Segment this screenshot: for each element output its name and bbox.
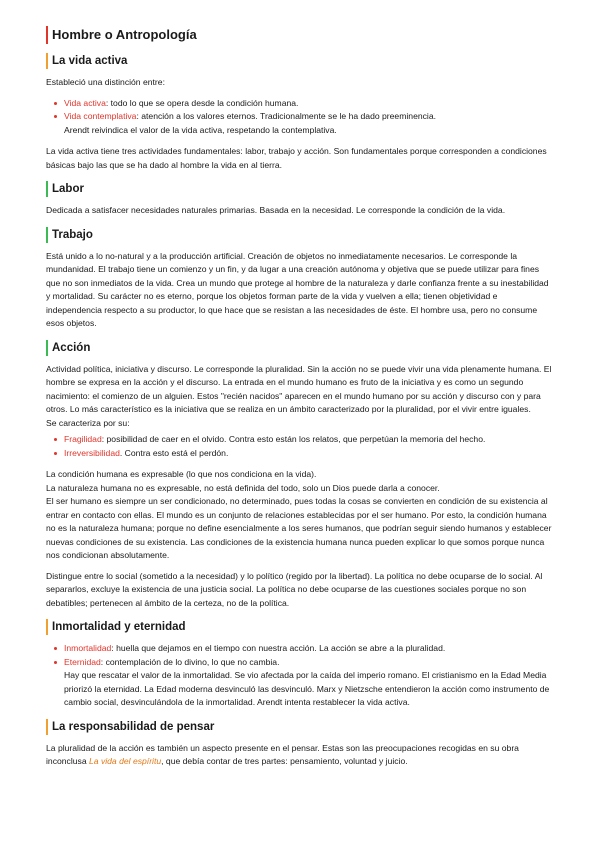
paragraph-text: La pluralidad de la acción es también un aspecto presente en el pensar. Estas son las preocupaciones recogidas en su obra inconclusa xyxy=(46,742,519,766)
heading-vida-activa: La vida activa xyxy=(46,53,554,69)
paragraph-text: El ser humano es siempre un ser condicionado, no determinado, pues todas la cosas se convierten en condición de su existencia al entrar en contacto con ellas. El mundo es un conjunto de relaciones establecidas por el ser humano. Por esto, la condición humana no es la naturaleza humana; porque no define esencialmente a los seres humanos, que podrían seguir siendo humanos y establecer nuevas condiciones de su existencia. Las condiciones de la existencia humana nunca pueden explicar lo que somos porque nunca nos condicionan absolutamente. xyxy=(46,496,552,560)
list-item xyxy=(54,656,554,710)
accion-list xyxy=(54,433,554,460)
paragraph: Dedicada a satisfacer necesidades naturales primarias. Basada en la necesidad. Le corresponde la condición de la vida. xyxy=(46,205,506,215)
paragraph-text: La naturaleza humana no es expresable, no está definida del todo, solo un Dios puede darla a conocer. xyxy=(46,482,440,493)
term-vida-activa: Vida activa xyxy=(64,97,106,108)
paragraph-text: , que debía contar de tres partes: pensamiento, voluntad y juicio. xyxy=(161,756,408,766)
list-item xyxy=(54,97,554,111)
term-eternidad: Eternidad xyxy=(64,656,101,667)
paragraph xyxy=(46,468,554,563)
list-item-text: : atención a los valores eternos. Tradicionalmente se le ha dado preeminencia. xyxy=(136,111,436,121)
list-item-extra: Arendt reivindica el valor de la vida activa, respetando la contemplativa. xyxy=(64,124,337,135)
heading-labor: Labor xyxy=(46,181,554,197)
list-item-text: : todo lo que se opera desde la condición humana. xyxy=(105,97,299,108)
paragraph: Está unido a lo no-natural y a la producción artificial. Creación de objetos no inmediatamente necesarios. Le corresponde la mundanidad. El trabajo tiene un comienzo y un fin, y da lugar a una creación autónoma y objetiva que se puede utilizar para fines que no son inmediatos de la vida. Crea un mundo que protege al hombre de la naturaleza y darle confianza frente a su inestabilidad y mortalidad. Su carácter no es eterno, porque los objetos forman parte de la vida y vuelven a ella; tienen objetividad e independencia respecto a su productor, lo que hace que se resistan a las necesidades de éste. El hombre usa, pero no consume esos objetos. xyxy=(46,250,549,328)
heading-inmortalidad: Inmortalidad y eternidad xyxy=(46,619,554,635)
inmortalidad-list xyxy=(54,642,554,710)
paragraph: La vida activa tiene tres actividades fundamentales: labor, trabajo y acción. Son fundamentales porque corresponden a condiciones básicas bajo las que se ha dado al hombre la vida en al tierra. xyxy=(46,146,547,170)
document-title: Hombre o Antropología xyxy=(46,26,554,44)
work-title: La vida del espíritu xyxy=(89,756,162,766)
list-item xyxy=(54,642,554,656)
list-item xyxy=(54,433,554,447)
heading-trabajo: Trabajo xyxy=(46,227,554,243)
term-fragilidad: Fragilidad xyxy=(64,434,102,444)
vida-activa-list xyxy=(54,97,554,138)
list-item-text: : huella que dejamos en el tiempo con nuestra acción. La acción se abre a la pluralidad. xyxy=(111,643,446,653)
list-item xyxy=(54,110,554,137)
heading-accion: Acción xyxy=(46,340,554,356)
term-irreversibilidad: Irreversibilidad xyxy=(64,447,120,458)
paragraph xyxy=(46,363,554,431)
heading-responsabilidad: La responsabilidad de pensar xyxy=(46,719,554,735)
paragraph-text: La condición humana es expresable (lo que nos condiciona en la vida). xyxy=(46,469,317,479)
term-vida-contemplativa: Vida contemplativa xyxy=(64,111,137,121)
list-item-extra: Hay que rescatar el valor de la inmortalidad. Se vio afectada por la caída del imperio romano. El cristianismo en la Edad Media priorizó la eternidad. La Edad moderna desvinculó las desvinculó. Marx y Nietzsche entendieron la acción como instrumento de cambio social, desvinculándola de la inmortalidad. Arendt intenta restablecer la vida activa. xyxy=(64,670,550,707)
list-item-text: : contemplación de lo divino, lo que no cambia. xyxy=(100,656,280,667)
list-item-text: . Contra esto está el perdón. xyxy=(119,447,229,458)
intro-text: Estableció una distinción entre: xyxy=(46,77,165,87)
term-inmortalidad: Inmortalidad xyxy=(64,643,112,653)
list-item xyxy=(54,447,554,461)
list-item-text: : posibilidad de caer en el olvido. Contra esto están los relatos, que perpetúan la memoria del hecho. xyxy=(101,434,486,444)
paragraph: Distingue entre lo social (sometido a la necesidad) y lo político (regido por la libertad). La política no debe ocuparse de lo social. Al separarlos, excluye la existencia de una justicia social. La política no debe ocuparse de las cuestiones sociales porque no son debatibles; pertenecen al ámbito de la certeza, no de la política. xyxy=(46,570,543,608)
paragraph xyxy=(46,742,554,769)
paragraph-text: Se caracteriza por su: xyxy=(46,417,130,428)
paragraph-text: Actividad política, iniciativa y discurso. Le corresponde la pluralidad. Sin la acción no se puede vivir una vida plenamente humana. El hombre se expresa en la acción y el discurso. La entrada en el mundo humano es fruto de la iniciativa y es como un segundo nacimiento: el comienzo de un alguien. Estos "recién nacidos" aparecen en el mundo humano por su acción y discurso con y para otros. Lo más característico es la iniciativa que se realiza en un ámbito caracterizado por la pluralidad, por el vivir entre iguales. xyxy=(46,363,552,414)
